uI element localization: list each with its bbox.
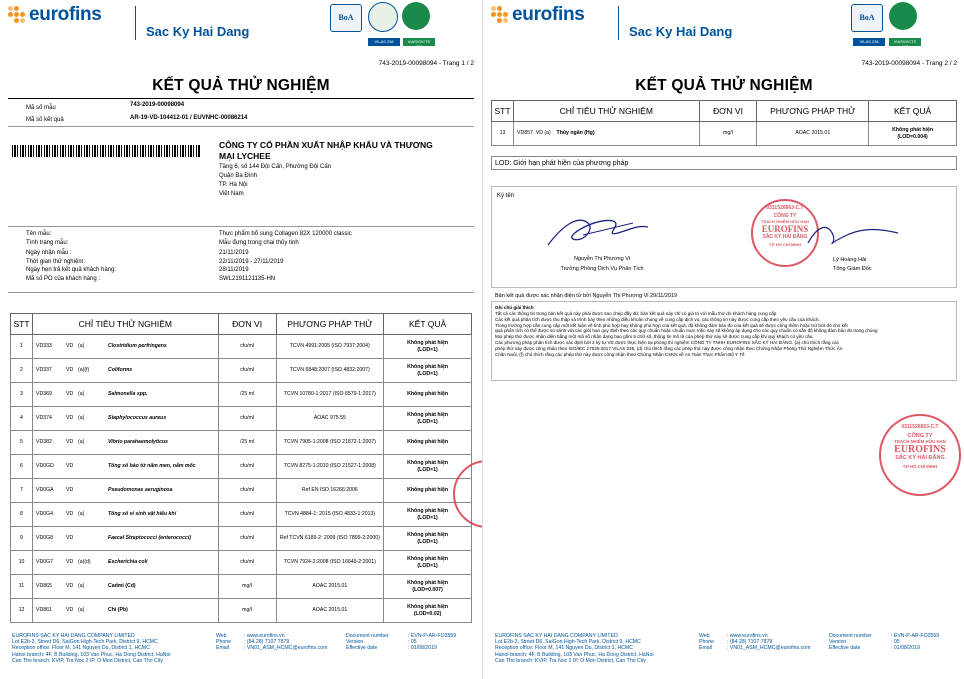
company-name: Sac Ky Hai Dang [146, 24, 250, 39]
table-row: 11 VD865 VD (a) Cadmi (Cd) mg/l AOAC 2015.01 Không phát hiện (LOD=0.007) [11, 575, 472, 599]
criteria-name: Pseudomonas aeruginosa [107, 487, 173, 494]
page-reference: 743-2019-00098094 - Trang 1 / 2 [378, 60, 474, 67]
footer-web-link[interactable]: : www.eurofins.vn [727, 633, 768, 639]
footer-contact: : www.eurofins.vn : (84.28) 7107 7879 : VN01_ASM_HCMC@eurofins.com [244, 633, 328, 652]
footer-address: EUROFINS SAC KY HAI DANG COMPANY LIMITED Lot E2b-3, Street D6, SaiGon High-Tech Park, District 9, HCMC Reception office: Floor M, 141 Nguyen Du, District 1, HCMC Hanoi branch: 4F, B Building, 103 Van Phuc, Ha Dong District, HaNoi Can Tho branch: KVIP, Tra Noc 2 IP, O Mon District, Can Tho City [12, 633, 171, 664]
lod-note: LOD: Giới hạn phát hiện của phương pháp [491, 156, 957, 170]
eurofins-dots-icon [491, 6, 509, 24]
table-row: 9 VD0G8 VD Faecal Streptococci (enterococci) cfu/ml Ref TCVN 6189-2: 2009 (ISO 7899-2:2000) Không phát hiện (LOD=1) [11, 527, 472, 551]
eurofins-dots-icon [8, 6, 26, 24]
company-stamp: 0311526863-C.T CÔNG TY TRÁCH NHIỆM HỮU HẠN EUROFINS SẮC KÝ HẢI ĐĂNG T.P HỒ CHÍ MINH [751, 199, 819, 267]
info-row: Tình trạng mẫu: Mẫu đựng trong chai thủy tinh [26, 239, 299, 246]
col-result: KẾT QUẢ [384, 314, 472, 335]
info-row: Thời gian thử nghiệm: 22/11/2019 - 27/11/2019 [26, 258, 284, 265]
signer1-name: Nguyễn Thị Phương Vi [573, 256, 630, 262]
signed-label: Ký tên [497, 193, 515, 199]
report-title: KẾT QUẢ THỬ NGHIỆM [635, 77, 813, 94]
table-row: 3 VD369 VD (a) Salmonella spp. /25 ml TCVN 10780-1:2017 (ISO 6579-1:2017) Không phát hiện [11, 383, 472, 407]
report-page-2 [482, 0, 964, 679]
footer-doc: : EVN-P-AR-FO3559 : 05 : 01/08/2019 [891, 633, 940, 652]
barcode [12, 145, 200, 157]
criteria-name: Vibrio parahaemolyticus [107, 439, 169, 446]
accreditation-boa-icon: BoA [330, 4, 362, 32]
footer-email-link[interactable]: : VN01_ASM_HCMC@eurofins.com [727, 645, 811, 652]
notes-title: Ghi chú giải thích [495, 305, 534, 310]
footer-web-link[interactable]: : www.eurofins.vn [244, 633, 285, 639]
electronic-confirmation: Bản kết quả được xác nhận điện tử bởi Nguyễn Thị Phương Vi 29/11/2019 [495, 293, 678, 299]
footer-address: EUROFINS SAC KY HAI DANG COMPANY LIMITED Lot E2b-3, Street D6, SaiGon High-Tech Park, District 9, HCMC Reception office: Floor M, 141 Nguyen Du, District 1, HCMC Hanoi branch: 4F, B Building, 103 Van Phuc, Ha Dong District, HaNoi Can Tho branch: KVIP, Tra Noc 2 IP, O Mon District, Can Tho City [495, 633, 654, 664]
sample-info [26, 230, 466, 283]
signer2-name: Lý Hoàng Hải [833, 257, 867, 263]
footer-contact-labels: Web Phone Email [216, 633, 232, 652]
footer-email-link[interactable]: : VN01_ASM_HCMC@eurofins.com [244, 645, 328, 652]
table-row: 2 VD337 VD (a)(f) Coliforms cfu/ml TCVN 6848:2007 (ISO 4832:2007) Không phát hiện (LOD=1) [11, 359, 472, 383]
table-header [492, 101, 957, 122]
vias-badge: VIAS/OICTS 028 [889, 38, 921, 46]
table-row: 4 VD374 VD (a) Staphylococcus aureus cfu/ml AOAC 975.55 Không phát hiện (LOD=1) [11, 407, 472, 431]
col-criteria: CHỈ TIÊU THỬ NGHIỆM [513, 101, 699, 122]
footer-doc-labels: Document number Version Effective date [829, 633, 872, 652]
vilas-badge: VILAS 238 [853, 38, 885, 46]
header-divider [618, 6, 619, 40]
col-stt: STT [492, 101, 514, 122]
col-unit: ĐƠN VỊ [699, 101, 757, 122]
customer-address-3: TP. Hà Nội [219, 182, 248, 188]
criteria-name: Coliforms [107, 367, 133, 374]
eurofins-logo [491, 4, 585, 26]
table-row: 8 VD0G4 VD (a) Tổng số vi sinh vật hiếu khí cfu/ml TCVN 4884-1: 2015 (ISO 4833-1:2013) Không phát hiện (LOD=1) [11, 503, 472, 527]
table-row: 12 VD861 VD (a) Chì (Pb) mg/l AOAC 2015.01 Không phát hiện (LOD=0.02) [11, 599, 472, 623]
result-code: AR-19-VD-104412-01 / EUVNHC-00086214 [130, 115, 248, 121]
criteria-name: Tổng số vi sinh vật hiếu khí [107, 511, 177, 518]
large-company-stamp: 0311526863-C.T CÔNG TY TRÁCH NHIỆM HỮU HẠN EUROFINS SẮC KÝ HẢI ĐĂNG T.P HỒ CHÍ MINH [879, 414, 961, 496]
vilas-badge: VILAS 238 [368, 38, 400, 46]
criteria-name: Faecal Streptococci (enterococci) [107, 535, 192, 542]
sample-code: 743-2019-00098094 [130, 102, 185, 108]
table-row: 6 VD0GD VD Tổng số bào tử nấm men, nấm mốc cfu/ml TCVN 8275-1:2010 (ISO 21527-1:2008) Không phát hiện (LOD=1) [11, 455, 472, 479]
signer2-role: Tổng Giám Đốc [833, 266, 872, 272]
criteria-name: Chì (Pb) [107, 607, 128, 614]
table-row: 10 VD0G7 VD (a)(d) Escherichia coli cfu/ml TCVN 7924-2:2008 (ISO 16649-2:2001) Không phát hiện (LOD=1) [11, 551, 472, 575]
results-table-continued [491, 100, 957, 146]
logo-text: eurofins [512, 4, 585, 25]
col-stt: STT [11, 314, 33, 335]
criteria-name: Staphylococcus aureus [107, 415, 167, 422]
criteria-name: Tổng số bào tử nấm men, nấm mốc [107, 463, 196, 470]
info-row: Mã số PO của khách hàng : SWL2191121135-HN [26, 275, 276, 282]
signature-1 [543, 205, 653, 255]
table-row: 5 VD382 VD (a) Vibrio parahaemolyticus /25 ml TCVN 7905-1:2008 (ISO 21872-1:2007) Không phát hiện [11, 431, 472, 455]
page-reference: 743-2019-00098094 - Trang 2 / 2 [861, 60, 957, 67]
table-row: 13 VD857 VD (a) Thủy ngân (Hg) mg/l AOAC 2015.01 Không phát hiện (LOD=0.004) [492, 122, 957, 146]
results-table [10, 313, 472, 623]
customer-name-line1: CÔNG TY CỔ PHẦN XUẤT NHẬP KHẨU VÀ THƯƠNG [219, 140, 433, 150]
accreditation-leaf-icon [889, 2, 917, 30]
divider [8, 292, 474, 293]
criteria-name: Clostridium perfringens [107, 343, 167, 350]
accreditation-boa-icon: BoA [851, 4, 883, 32]
result-code-label: Mã số kết quả [26, 117, 64, 123]
customer-name-line2: MẠI LYCHEE [219, 151, 271, 161]
signature-2 [803, 215, 903, 255]
col-unit: ĐƠN VỊ [218, 314, 276, 335]
col-result: KẾT QUẢ [869, 101, 957, 122]
header-divider [135, 6, 136, 40]
col-criteria: CHỈ TIÊU THỬ NGHIỆM [32, 314, 218, 335]
divider [8, 126, 474, 127]
divider [8, 226, 474, 227]
table-row: 7 VD0GA VD Pseudomonas aeruginosa cfu/ml Ref EN ISO 16266:2006 Không phát hiện [11, 479, 472, 503]
accreditation-leaf-icon [402, 2, 430, 30]
info-row: Ngày nhận mẫu : 21/11/2019 [26, 250, 249, 256]
criteria-name: Cadmi (Cd) [107, 583, 136, 590]
eurofins-logo [8, 4, 102, 26]
footer-contact-labels: Web Phone Email [699, 633, 715, 652]
criteria-name: Salmonella spp. [107, 391, 148, 398]
accreditation-seal-icon [368, 2, 398, 32]
vias-badge: VIAS/OICTS 028 [403, 38, 435, 46]
company-name: Sac Ky Hai Dang [629, 24, 733, 39]
info-row: Tên mẫu: Thực phẩm bổ sung Collagen 82X 120000 classic [26, 231, 352, 237]
table-row: 1 VD333 VD (a) Clostridium perfringens cfu/ml TCVN 4991:2005 (ISO 7937:2004) Không phát hiện (LOD=1) [11, 335, 472, 359]
logo-text: eurofins [29, 4, 102, 25]
col-method: PHƯƠNG PHÁP THỬ [276, 314, 384, 335]
info-row: Ngày hẹn trả kết quả khách hàng: 28/11/2019 [26, 267, 249, 273]
criteria-name: Escherichia coli [107, 559, 148, 566]
customer-address-1: Tầng 6, số 144 Đội Cấn, Phường Đội Cấn [219, 164, 332, 170]
customer-address-2: Quận Ba Đình [219, 173, 258, 179]
col-method: PHƯƠNG PHÁP THỬ [757, 101, 869, 122]
divider [8, 98, 474, 99]
table-header [11, 314, 472, 335]
sample-code-label: Mã số mẫu [26, 105, 56, 111]
signer1-role: Trưởng Phòng Dịch Vụ Phân Tích [560, 266, 644, 272]
notes-list: Tất cả các thông tin trong bản kết quả này phải được sao chép đầy đủ; bản kết quả này chỉ có giá trị với mẫu thử do khách hàng cung cấp. Các kết quả phân tích được thu thập và trình bày theo những điều khoản chung về cung cấp dịch vụ, các thông tin này được cung cấp theo yêu cầu của khách. Trong trường hợp cần cung cấp một kết luận về tình phù hợp hay không phù hợp của kết quả, độ không đảm bảo đo của kết quả sẽ được công thêm hoặc trừ bớt đó cho kết quả phân tích có thể được so sánh với các giới hạn quy định theo các quy chuẩn hoặc chuẩn mực.Việc này sẽ không áp dụng cho các quy chuẩn có sẵn độ không đảm bảo đo trong chúng Mọi phép thử được nhận diện bằng một mã số nhận dạng bao gồm 5 chữ số, thông tin mô tả của phép thử này sẽ được cung cấp khi quý khách có yêu cầu. Các phương pháp phân tích được xác định bởi 2 ký tự VD được thực hiện tại phòng thí nghiệm CÔNG TY TNHH EUROFINS SẮC KÝ HẢI ĐĂNG. (a) chú thích rằng các phép thử này được công nhận theo ISO/IEC 17025:2017 VILAS 238, (d) chú thích rằng các phép thử này được công nhận theo Chứng Nhận Phòng Thử Nghiệm Thức Ăn Chăn Nuôi, (f) chú thích rằng các phép thử này được công nhận theo Chứng Nhận CSKN về An Toàn Thực Phẩm-Bộ Y Tế [495, 311, 878, 357]
report-title: KẾT QUẢ THỬ NGHIỆM [152, 77, 330, 94]
footer-doc: : EVN-P-AR-FO3559 : 05 : 01/08/2019 [408, 633, 457, 652]
footer-contact: : www.eurofins.vn : (84.28) 7107 7879 : VN01_ASM_HCMC@eurofins.com [727, 633, 811, 652]
footer-doc-labels: Document number Version Effective date [346, 633, 389, 652]
customer-address-4: Việt Nam [219, 191, 244, 197]
